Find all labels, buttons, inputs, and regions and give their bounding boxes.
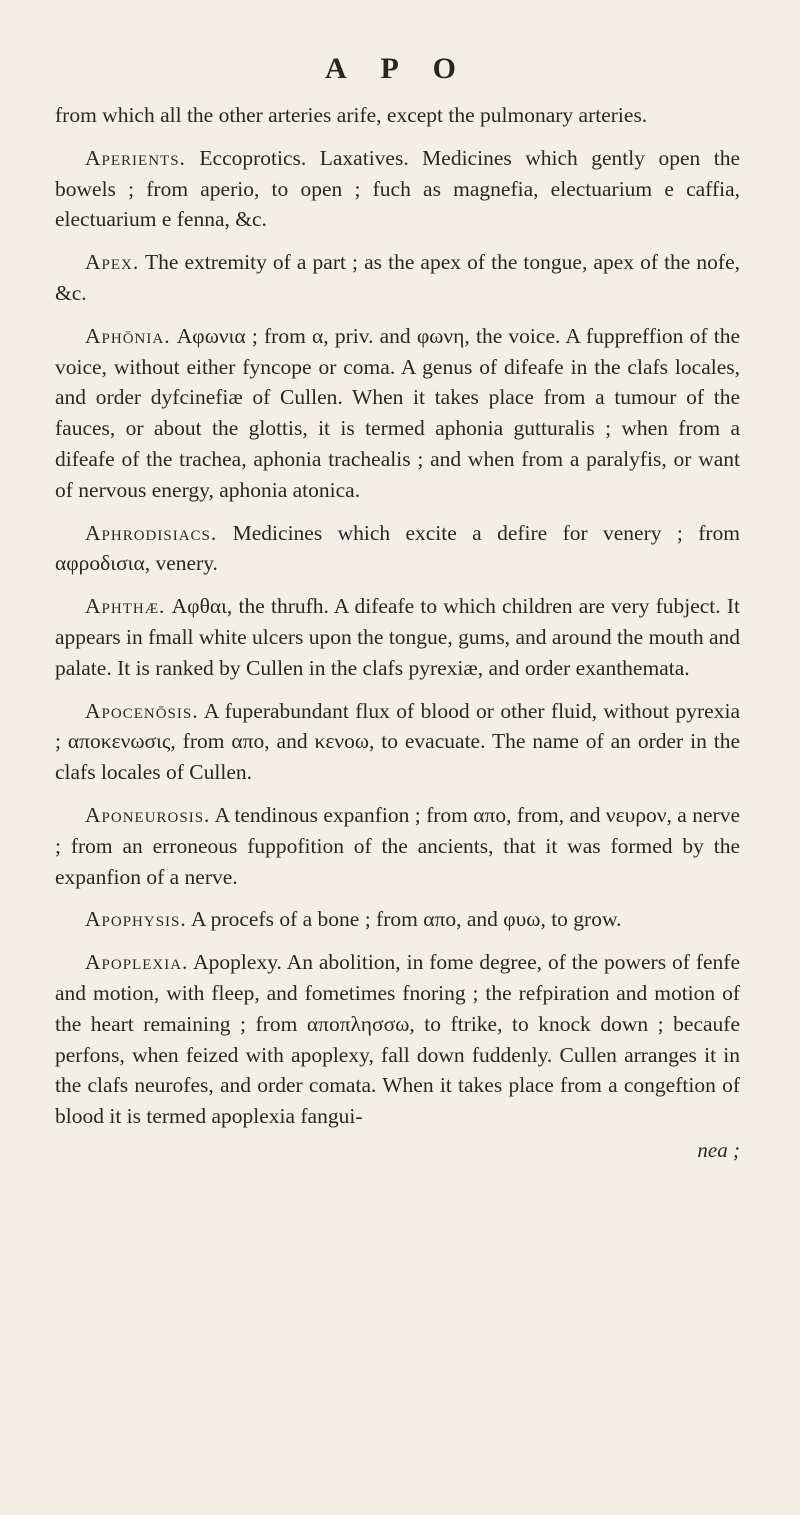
- entry-text: from which all the other arteries arife, except the pulmonary arteries.: [55, 103, 648, 127]
- entry-headword: Aponeurosis.: [85, 802, 211, 827]
- entry-text: A fuperabundant flux of blood or other fluid, without pyrexia ; αποκενωσις, from απο, and κενοω, to evacuate. The name of an order in the clafs locales of Cullen.: [55, 698, 740, 785]
- entry-text: A procefs of a bone ; from απο, and φυω, to grow.: [190, 907, 622, 932]
- entry-apophysis: [55, 904, 740, 935]
- entry-headword: Aperients.: [85, 145, 186, 170]
- entry-headword: Aphthæ.: [85, 594, 166, 619]
- entry-continuation: [55, 100, 740, 131]
- entry-text: Apoplexy. An abolition, in fome degree, of the powers of fenfe and motion, with fleep, and fometimes fnoring ; the refpiration and motion of the heart remaining ; from αποπλησσω, to ftrike, to knock down ; becaufe perfons, when feized with apoplexy, fall down fuddenly. Cullen arranges it in the clafs neurofes, and order comata. When it takes place from a congeftion of blood it is termed apoplexia fangui-: [55, 950, 740, 1129]
- entry-apoplexia: [55, 947, 740, 1132]
- catchword: nea ;: [697, 1137, 740, 1162]
- entry-aperients: [55, 143, 740, 235]
- entry-text: A tendinous expanfion ; from απο, from, and νευρον, a nerve ; from an erroneous fuppofition of the ancients, that it was formed by the expanfion of a nerve.: [55, 802, 740, 889]
- entry-apocenosis: [55, 696, 740, 788]
- entry-text: The extremity of a part ; as the apex of the tongue, apex of the nofe, &c.: [55, 250, 740, 305]
- entry-aponeurosis: [55, 800, 740, 892]
- entry-text: Αφθαι, the thrufh. A difeafe to which children are very fubject. It appears in fmall white ulcers upon the tongue, gums, and around the mouth and palate. It is ranked by Cullen in the clafs pyrexiæ, and order exanthemata.: [55, 594, 740, 680]
- entry-headword: Apoplexia.: [85, 950, 189, 975]
- entry-headword: Apocenōsis.: [85, 698, 199, 723]
- entry-aphonia: [55, 321, 740, 506]
- entry-headword: Apophysis.: [85, 907, 187, 932]
- entry-headword: Aphrodisiacs.: [85, 520, 218, 545]
- entry-aphthae: [55, 591, 740, 683]
- entry-text: Αφωνια ; from α, priv. and φωνη, the voice. A fuppreffion of the voice, without either fyncope or coma. A genus of difeafe in the clafs locales, and order dyfcinefiæ of Cullen. When it takes place from a tumour of the fauces, or about the glottis, it is termed aphonia gutturalis ; when from a difeafe of the trachea, aphonia trachealis ; and when from a paralyfis, or want of nervous energy, aphonia atonica.: [55, 323, 740, 502]
- entry-headword: Aphōnia.: [85, 323, 171, 348]
- entry-aphrodisiacs: [55, 518, 740, 580]
- entry-text: Medicines which excite a defire for venery ; from αφροδισια, venery.: [55, 520, 740, 576]
- entry-text: Eccoprotics. Laxatives. Medicines which gently open the bowels ; from aperio, to open ; fuch as magnefia, electuarium e caffia, electuarium e fenna, &c.: [55, 145, 740, 232]
- running-head: A P O: [324, 52, 470, 85]
- entry-headword: Apex.: [85, 250, 140, 275]
- entry-apex: [55, 247, 740, 309]
